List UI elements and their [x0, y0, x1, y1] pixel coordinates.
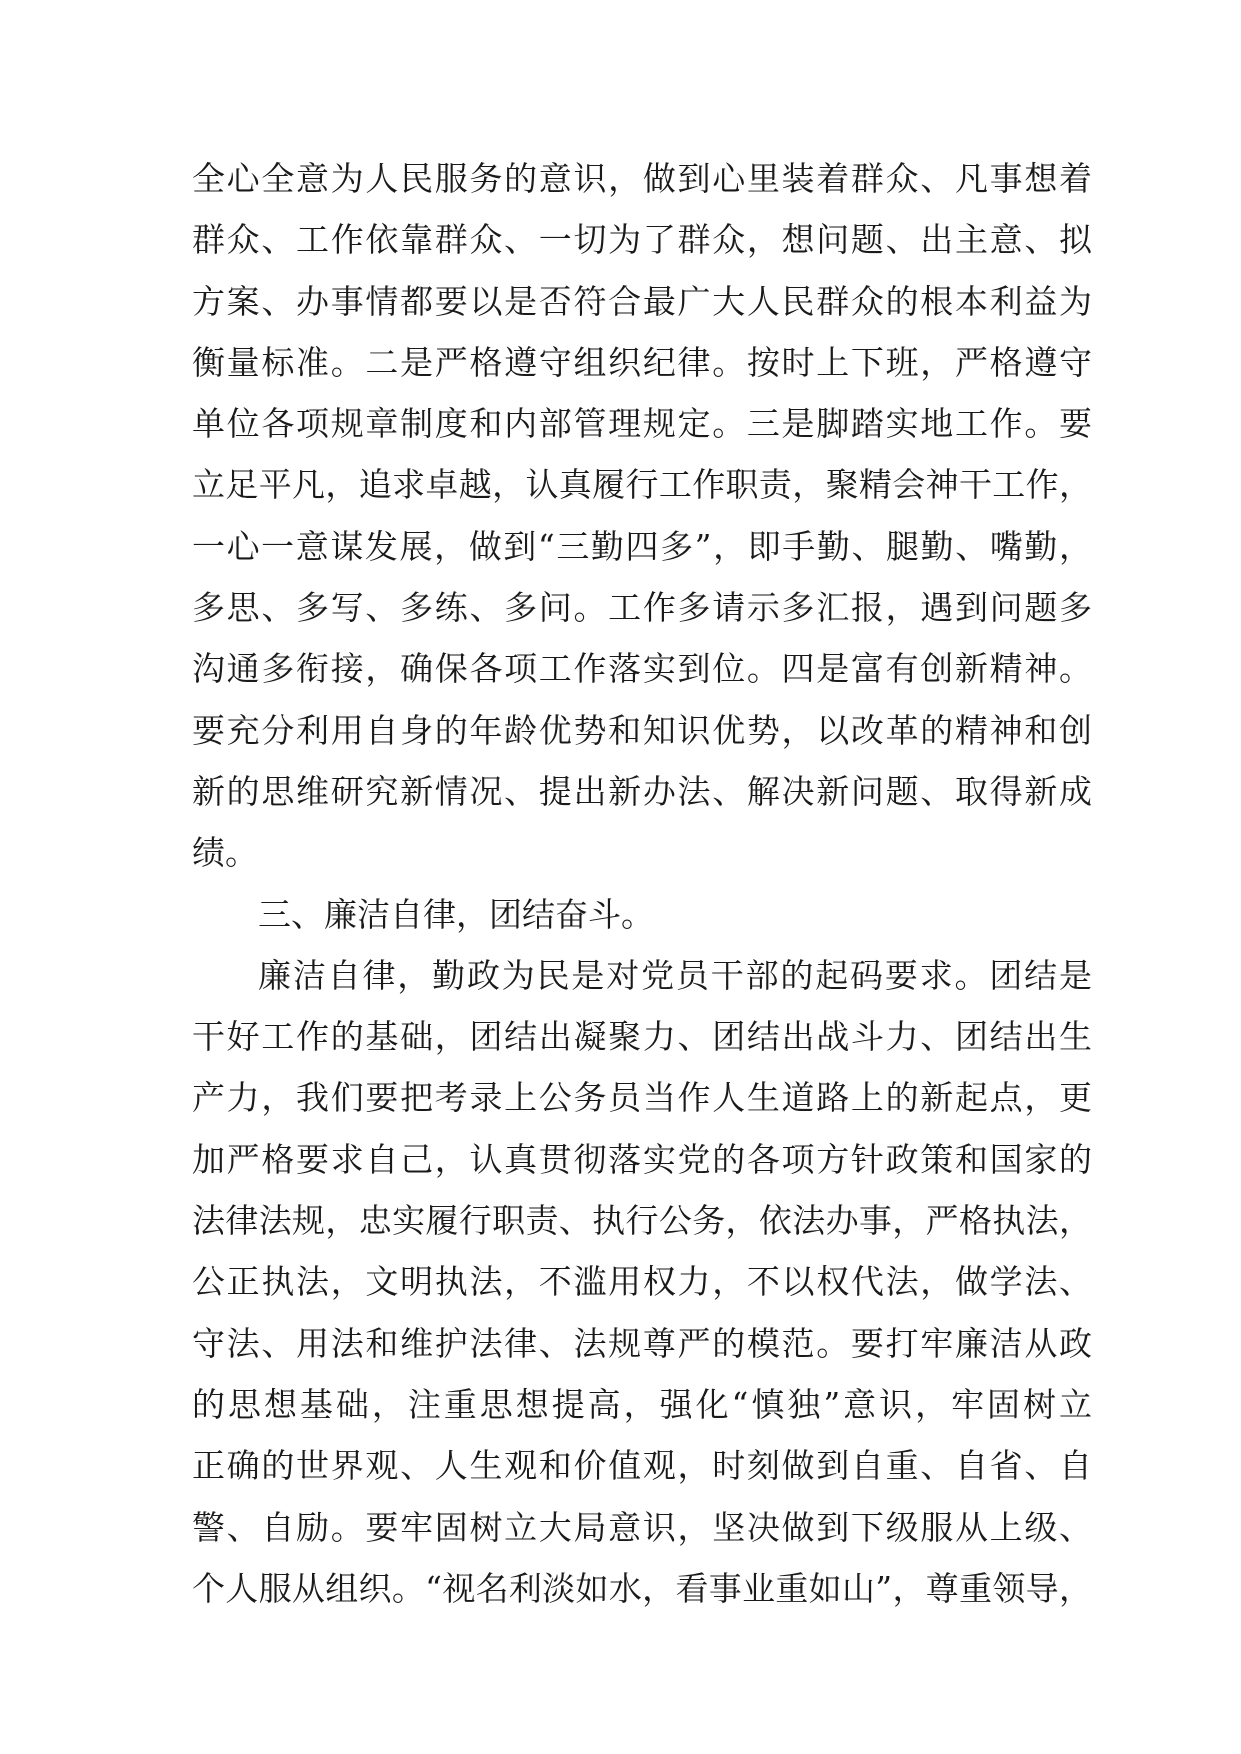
text-line: 的思想基础，注重思想提高，强化“慎独”意识，牢固树立 [192, 1384, 1092, 1424]
text-line: 干好工作的基础，团结出凝聚力、团结出战斗力、团结出生 [192, 1017, 1092, 1057]
text-line: 沟通多衔接，确保各项工作落实到位。四是富有创新精神。 [192, 649, 1092, 689]
text-line: 法律法规，忠实履行职责、执行公务，依法办事，严格执法， [192, 1201, 1092, 1241]
text-line: 衡量标准。二是严格遵守组织纪律。按时上下班，严格遵守 [192, 342, 1092, 382]
text-line: 公正执法，文明执法，不滥用权力，不以权代法，做学法、 [192, 1262, 1092, 1302]
body-text [192, 148, 1092, 1619]
text-line: 全心全意为人民服务的意识，做到心里装着群众、凡事想着 [192, 159, 1092, 198]
text-line: 正确的世界观、人生观和价值观，时刻做到自重、自省、自 [192, 1446, 1092, 1486]
section-heading: 三、廉洁自律，团结奋斗。 [258, 894, 654, 934]
text-line: 方案、办事情都要以是否符合最广大人民群众的根本利益为 [192, 281, 1092, 321]
text-line: 多思、多写、多练、多问。工作多请示多汇报，遇到问题多 [192, 588, 1092, 628]
text-line: 新的思维研究新情况、提出新办法、解决新问题、取得新成 [192, 771, 1092, 811]
text-line: 加严格要求自己，认真贯彻落实党的各项方针政策和国家的 [192, 1139, 1092, 1179]
text-line: 守法、用法和维护法律、法规尊严的模范。要打牢廉洁从政 [192, 1323, 1092, 1363]
text-line: 要充分利用自身的年龄优势和知识优势，以改革的精神和创 [192, 710, 1092, 750]
text-line: 群众、工作依靠群众、一切为了群众，想问题、出主意、拟 [192, 220, 1092, 260]
text-line: 一心一意谋发展，做到“三勤四多”，即手勤、腿勤、嘴勤， [192, 526, 1092, 566]
text-line: 立足平凡，追求卓越，认真履行工作职责，聚精会神干工作， [192, 465, 1092, 505]
text-line: 产力，我们要把考录上公务员当作人生道路上的新起点，更 [192, 1078, 1092, 1118]
text-line: 绩。 [192, 833, 258, 873]
text-line: 警、自励。要牢固树立大局意识，坚决做到下级服从上级、 [192, 1507, 1092, 1547]
text-line: 单位各项规章制度和内部管理规定。三是脚踏实地工作。要 [192, 404, 1092, 444]
text-line: 廉洁自律，勤政为民是对党员干部的起码要求。团结是 [258, 955, 1092, 995]
text-line: 个人服从组织。“视名利淡如水，看事业重如山”，尊重领导， [192, 1568, 1092, 1608]
